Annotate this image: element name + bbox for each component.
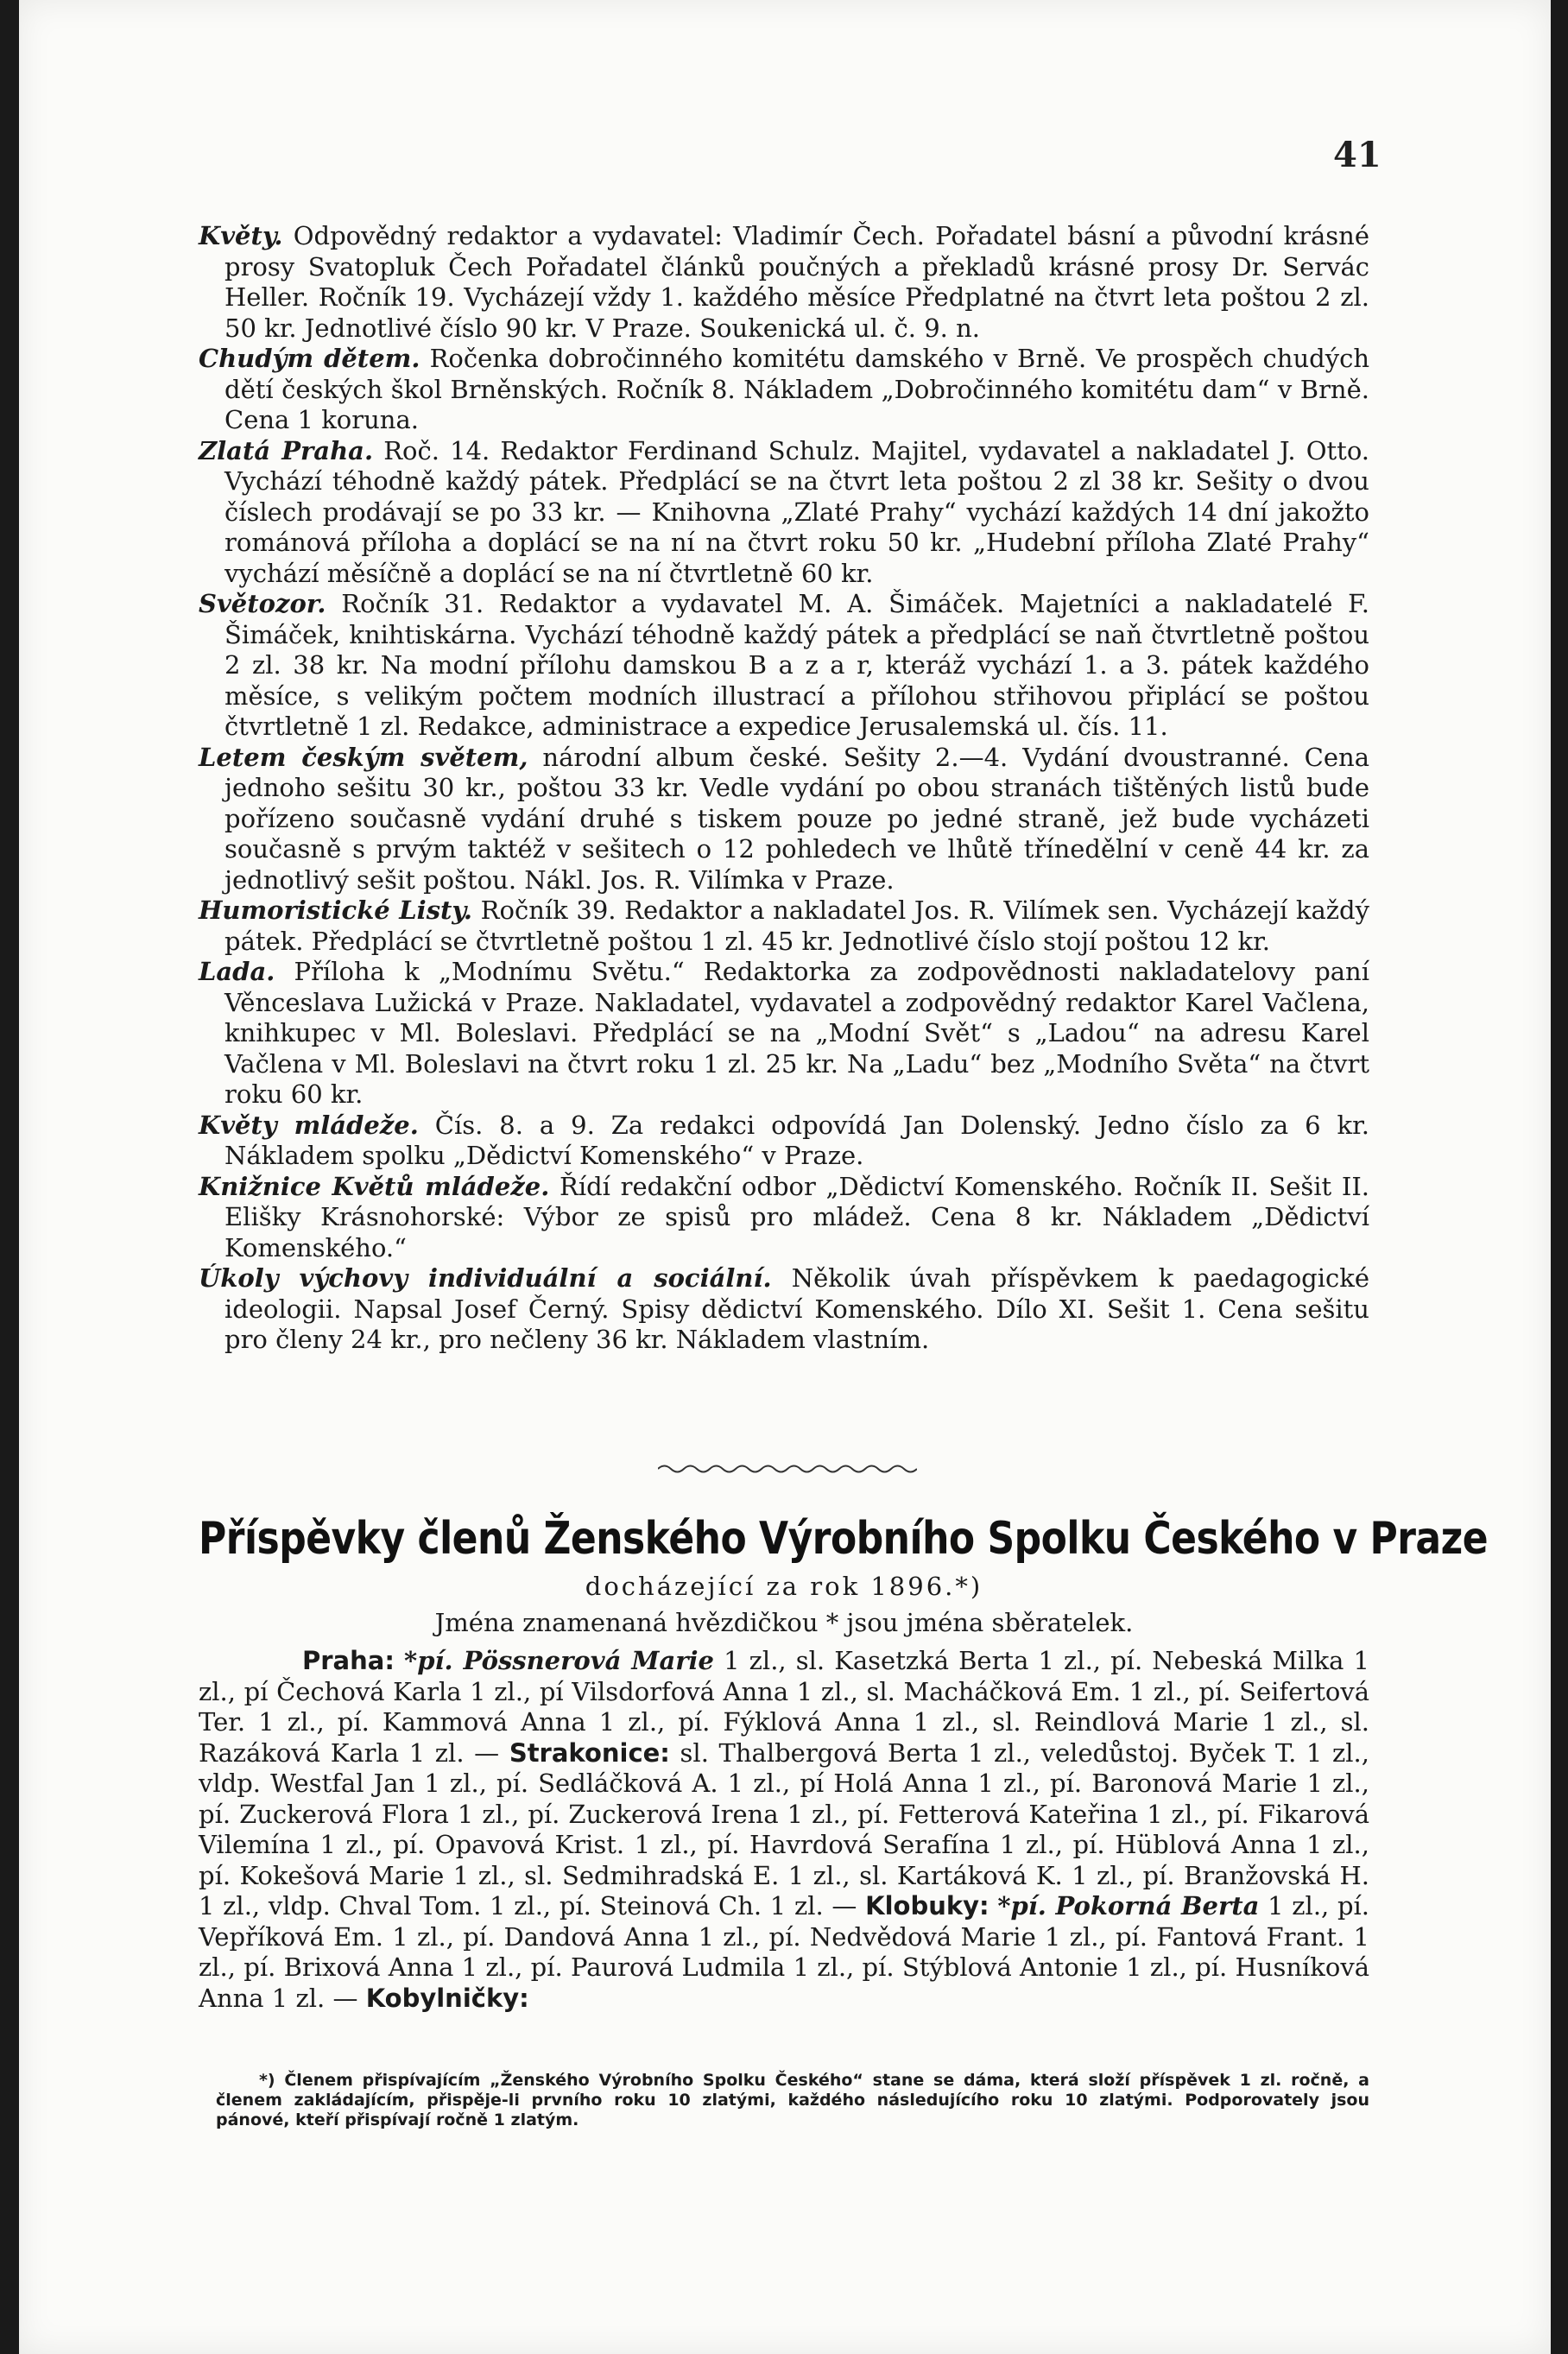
entry-text: Několik úvah příspěvkem k paedagogické ideologii. Napsal Josef Černý. Spisy dědictví Komenského. Dílo XI. Sešit 1. Cena sešitu pro členy 24 kr., pro nečleny 36 kr. Nákladem vlastním. — [224, 1263, 1369, 1354]
footnote: *) Členem přispívajícím „Ženského Výrobního Spolku Českého“ stane se dáma, která složí příspěvek 1 zl. ročně, a členem zakládajícím, přispěje-li prvního roku 10 zlatými, každého následujícího roku 10 zlatými. Podporovately jsou pánové, kteří přispívají ročně 1 zlatým. — [216, 2071, 1369, 2129]
collector-name: *pí. Pokorná Berta — [997, 1891, 1260, 1921]
entry-text: Řídí redakční odbor „Dědictví Komenského. Ročník II. Sešit II. Elišky Krásnohorské: Výbor ze spisů pro mládež. Cena 8 kr. Nákladem „Dědictví Komenského.“ — [224, 1171, 1369, 1262]
entry-title: Lada. — [199, 957, 275, 986]
entry-title: Květy mládeže. — [199, 1110, 419, 1140]
entry-svetozor — [199, 589, 1369, 743]
entry-kvety — [199, 221, 1369, 344]
entry-title: Úkoly výchovy individuální a sociální. — [199, 1263, 772, 1293]
entry-text: Odpovědný redaktor a vydavatel: Vladimír Čech. Pořadatel básní a původní krásné prosy Svatopluk Čech Pořadatel článků poučných a překladů krásné prosy Dr. Servác Heller. Ročník 19. Vycházejí vždy 1. každého měsíce Předplatné na čtvrt leta poštou 2 zl. 50 kr. Jednotlivé číslo 90 kr. V Praze. Soukenická ul. č. 9. n. — [224, 221, 1369, 343]
city-label-klobuky: Klobuky: — [865, 1891, 989, 1921]
wavy-divider — [658, 1463, 917, 1475]
entry-text: Roč. 14. Redaktor Ferdinand Schulz. Majitel, vydavatel a nakladatel J. Otto. Vychází téhodně každý pátek. Předplácí se na čtvrt leta poštou 2 zl 38 kr. Sešity o dvou číslech prodávají se po 33 kr. — Knihovna „Zlaté Prahy“ vychází každých 14 dní jakožto románová příloha a doplácí se na ní na čtvrt roku 50 kr. „Hudební příloha Zlaté Prahy“ vychází měsíčně a doplácí se na ní čtvrtletně 60 kr. — [224, 435, 1369, 588]
entry-title: Světozor. — [199, 589, 326, 618]
entry-title: Knižnice Květů mládeže. — [199, 1171, 550, 1201]
collector-name: *pí. Pössnerová Marie — [404, 1646, 715, 1675]
periodicals-list — [199, 221, 1369, 1356]
entry-ukoly-vychovy — [199, 1263, 1369, 1356]
document-page — [19, 0, 1551, 2354]
donor-list — [199, 1646, 1369, 2014]
entry-text: národní album české. Sešity 2.—4. Vydání dvoustranné. Cena jednoho sešitu 30 kr., poštou 33 kr. Vedle vydání po obou stranách tištěných listů bude pořízeno současně vydání druhé s tiskem pouze po jedné straně, jež bude vycházeti současně s prvým taktéž v sešitech o 12 pohledech ve lhůtě třínedělní v ceně 44 kr. za jednotlivý sešit poštou. Nákl. Jos. R. Vilímka v Praze. — [224, 742, 1369, 895]
entry-kvety-mladeze — [199, 1111, 1369, 1172]
collector-note: Jména znamenaná hvězdičkou * jsou jména sběratelek. — [434, 1608, 1134, 1637]
entry-text: Ročenka dobročinného komitétu damského v Brně. Ve prospěch chudých dětí českých škol Brněnských. Ročník 8. Nákladem „Dobročinného komitétu dam“ v Brně. Cena 1 koruna. — [224, 344, 1369, 434]
entry-title: Zlatá Praha. — [199, 435, 374, 465]
entry-text: Čís. 8. a 9. Za redakci odpovídá Jan Dolenský. Jedno číslo za 6 kr. Nákladem spolku „Dědictví Komenského“ v Praze. — [224, 1110, 1369, 1170]
entry-text: Příloha k „Modnímu Světu.“ Redaktorka za zodpovědnosti nakladatelovy paní Věnceslava Lužická v Praze. Nakladatel, vydavatel a zodpovědný redaktor Karel Vačlena, knihkupec v Ml. Boleslavi. Předplácí se na „Modní Svět“ s „Ladou“ na adresu Karel Vačlena v Ml. Boleslavi na čtvrt roku 1 zl. 25 kr. Na „Ladu“ bez „Modního Světa“ na čtvrt roku 60 kr. — [224, 957, 1369, 1109]
entry-knihovna-kvetu-mladeze — [199, 1172, 1369, 1264]
section-title: Příspěvky členů Ženského Výrobního Spolku Českého v Praze — [199, 1513, 1489, 1566]
entry-humoristicke-listy — [199, 895, 1369, 957]
entry-chudym-detem — [199, 344, 1369, 436]
donor-text: 1 zl., sl. Kasetzká Berta 1 zl., pí. Nebeská Milka 1 zl., pí Čechová Karla 1 zl., pí Vilsdorfová Anna 1 zl., sl. Macháčková Em. 1 zl., pí. Seifertová Ter. 1 zl., pí. Kammová Anna 1 zl., pí. Fýklová Anna 1 zl., sl. Reindlová Marie 1 zl., sl. Razáková Karla 1 zl. — — [199, 1646, 1370, 1768]
entry-lada — [199, 957, 1369, 1111]
page-number: 41 — [1333, 135, 1381, 175]
donor-text: sl. Thalbergová Berta 1 zl., veledůstoj. Byček T. 1 zl., vldp. Westfal Jan 1 zl., pí. Sedláčková A. 1 zl., pí Holá Anna 1 zl., pí. Baronová Marie 1 zl., pí. Zuckerová Flora 1 zl., pí. Zuckerová Irena 1 zl., pí. Fetterová Kateřina 1 zl., pí. Fikarová Vilemína 1 zl., pí. Opavová Krist. 1 zl., pí. Havrdová Serafína 1 zl., pí. Hüblová Anna 1 zl., pí. Kokešová Marie 1 zl., sl. Sedmihradská E. 1 zl., sl. Kartáková K. 1 zl., pí. Branžovská H. 1 zl., vldp. Chval Tom. 1 zl., pí. Steinová Ch. 1 zl. — — [199, 1737, 1369, 1921]
entry-title: Letem českým světem, — [199, 742, 528, 772]
section-subtitle: docházející za rok 1896.*) — [585, 1572, 983, 1601]
entry-text: Ročník 31. Redaktor a vydavatel M. A. Šimáček. Majetníci a nakladatelé F. Šimáček, knihtiskárna. Vychází téhodně každý pátek a předplácí se naň čtvrtletně poštou 2 zl. 38 kr. Na modní přílohu damskou B a z a r, kteráž vychází 1. a 3. pátek každého měsíce, s velikým počtem modních illustrací a přílohou střihovou připlácí se poštou čtvrtletně 1 zl. Redakce, administrace a expedice Jerusalemská ul. čís. 11. — [224, 589, 1369, 741]
city-label-kobylnicky: Kobylničky: — [365, 1983, 529, 2013]
city-label-praha: Praha: — [302, 1646, 395, 1675]
entry-title: Květy. — [199, 221, 283, 250]
entry-zlata-praha — [199, 436, 1369, 590]
city-label-strakonice: Strakonice: — [509, 1737, 670, 1768]
donor-text: 1 zl., pí. Vepříková Em. 1 zl., pí. Dandová Anna 1 zl., pí. Nedvědová Marie 1 zl., pí. Fantová Frant. 1 zl., pí. Brixová Anna 1 zl., pí. Paurová Ludmila 1 zl., pí. Stýblová Antonie 1 zl., pí. Husníková Anna 1 zl. — — [199, 1891, 1370, 2013]
entry-text: Ročník 39. Redaktor a nakladatel Jos. R. Vilímek sen. Vycházejí každý pátek. Předplácí se čtvrtletně poštou 1 zl. 45 kr. Jednotlivé číslo stojí poštou 12 kr. — [224, 895, 1369, 956]
entry-title: Chudým dětem. — [199, 344, 420, 373]
entry-title: Humoristické Listy. — [199, 895, 473, 925]
entry-letem-ceskym-svetem — [199, 743, 1369, 896]
